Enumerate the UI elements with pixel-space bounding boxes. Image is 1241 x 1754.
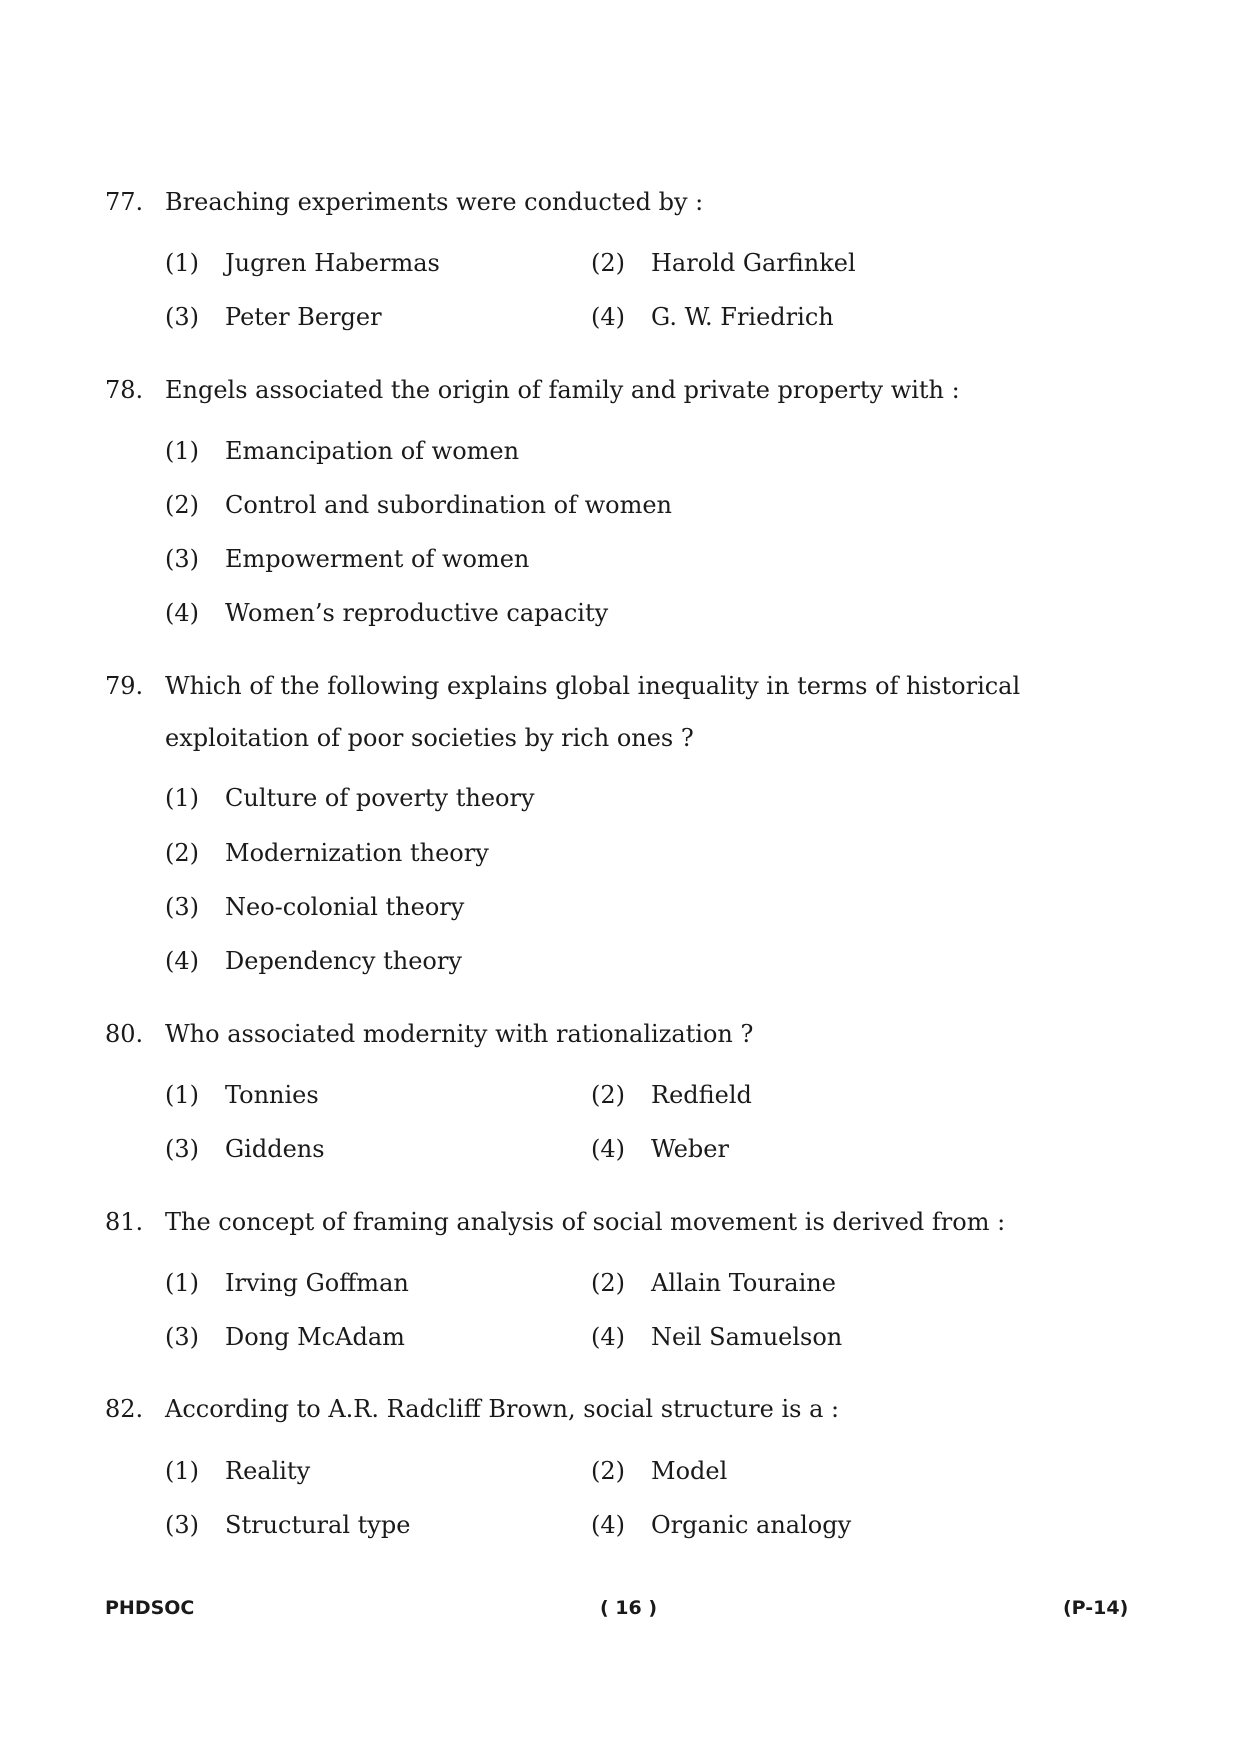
option-text: Modernization theory bbox=[225, 839, 489, 867]
option-text: Reality bbox=[225, 1457, 311, 1485]
option-text: Model bbox=[651, 1457, 728, 1485]
option-number: (4) bbox=[165, 947, 199, 975]
option-number: (3) bbox=[165, 303, 199, 331]
option-text: Jugren Habermas bbox=[225, 249, 440, 277]
option-number: (2) bbox=[591, 1457, 625, 1485]
question-number: 80. bbox=[105, 1020, 144, 1048]
option-number: (3) bbox=[165, 1135, 199, 1163]
option-number: (3) bbox=[165, 545, 199, 573]
option-number: (4) bbox=[591, 303, 625, 331]
option-text: Organic analogy bbox=[651, 1511, 852, 1539]
option-number: (4) bbox=[591, 1135, 625, 1163]
option-number: (2) bbox=[591, 1269, 625, 1297]
footer-paper-code: PHDSOC bbox=[105, 1597, 195, 1619]
option-number: (4) bbox=[165, 599, 199, 627]
option-text: Weber bbox=[651, 1135, 729, 1163]
option-text: G. W. Friedrich bbox=[651, 303, 834, 331]
option-text: Women’s reproductive capacity bbox=[225, 599, 609, 627]
option-text: Emancipation of women bbox=[225, 437, 520, 465]
option-text: Neo-colonial theory bbox=[225, 893, 465, 921]
option-text: Structural type bbox=[225, 1511, 411, 1539]
option-text: Control and subordination of women bbox=[225, 491, 672, 519]
option-text: Empowerment of women bbox=[225, 545, 530, 573]
footer-page-number: ( 16 ) bbox=[600, 1597, 658, 1619]
question-number: 82. bbox=[105, 1395, 144, 1423]
option-text: Irving Goffman bbox=[225, 1269, 409, 1297]
option-number: (1) bbox=[165, 437, 199, 465]
option-number: (3) bbox=[165, 1323, 199, 1351]
option-text: Giddens bbox=[225, 1135, 325, 1163]
option-text: Tonnies bbox=[225, 1081, 319, 1109]
option-text: Harold Garfinkel bbox=[651, 249, 856, 277]
question-number: 79. bbox=[105, 672, 144, 700]
option-text: Culture of poverty theory bbox=[225, 784, 535, 812]
question-number: 81. bbox=[105, 1208, 144, 1236]
question-text: Which of the following explains global inequality in terms of historical exploitation of poor societies by rich ones ? bbox=[165, 672, 1021, 752]
question-number: 77. bbox=[105, 188, 144, 216]
option-number: (2) bbox=[165, 491, 199, 519]
option-text: Dong McAdam bbox=[225, 1323, 405, 1351]
question-text: Breaching experiments were conducted by : bbox=[165, 188, 704, 216]
option-number: (1) bbox=[165, 249, 199, 277]
option-number: (3) bbox=[165, 893, 199, 921]
option-number: (3) bbox=[165, 1511, 199, 1539]
option-number: (2) bbox=[591, 249, 625, 277]
option-number: (2) bbox=[165, 839, 199, 867]
question-text: Who associated modernity with rationalization ? bbox=[165, 1020, 754, 1048]
option-text: Peter Berger bbox=[225, 303, 382, 331]
question-text: Engels associated the origin of family and private property with : bbox=[165, 376, 960, 404]
option-text: Dependency theory bbox=[225, 947, 462, 975]
option-number: (1) bbox=[165, 784, 199, 812]
question-number: 78. bbox=[105, 376, 144, 404]
question-text: According to A.R. Radcliff Brown, social structure is a : bbox=[165, 1395, 840, 1423]
option-number: (4) bbox=[591, 1511, 625, 1539]
option-number: (1) bbox=[165, 1081, 199, 1109]
option-number: (2) bbox=[591, 1081, 625, 1109]
option-number: (4) bbox=[591, 1323, 625, 1351]
footer-set-code: (P-14) bbox=[1063, 1597, 1129, 1619]
option-number: (1) bbox=[165, 1457, 199, 1485]
option-text: Neil Samuelson bbox=[651, 1323, 843, 1351]
question-text: The concept of framing analysis of social movement is derived from : bbox=[165, 1208, 1006, 1236]
option-number: (1) bbox=[165, 1269, 199, 1297]
option-text: Redfield bbox=[651, 1081, 752, 1109]
option-text: Allain Touraine bbox=[651, 1269, 836, 1297]
